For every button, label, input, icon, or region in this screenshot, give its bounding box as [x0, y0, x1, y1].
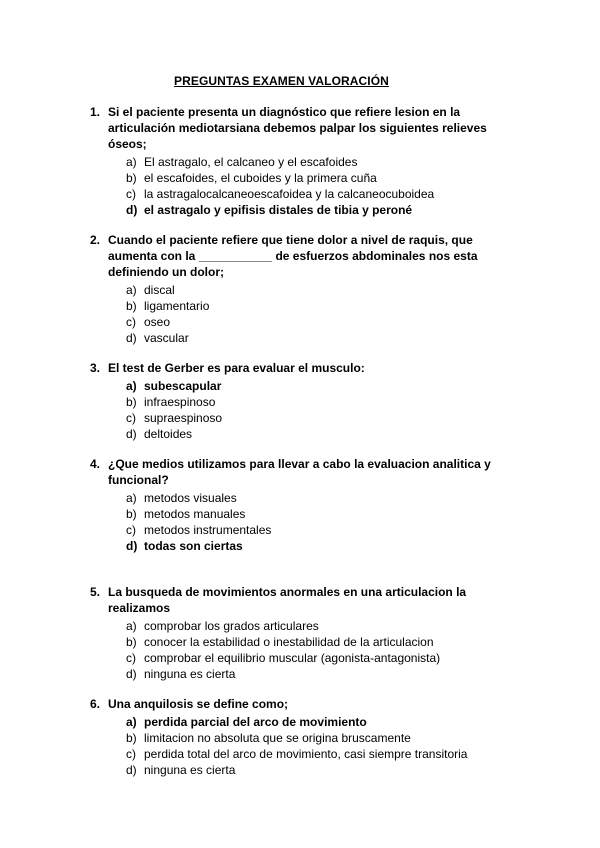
- option-text: limitacion no absoluta que se origina bruscamente: [144, 731, 411, 745]
- question-number: 2.: [90, 233, 101, 247]
- option-text: metodos manuales: [144, 507, 246, 521]
- option-list: [90, 282, 520, 346]
- option-b: [90, 634, 520, 650]
- option-letter: b): [126, 731, 137, 745]
- option-text: ninguna es cierta: [144, 763, 236, 777]
- option-text: ninguna es cierta: [144, 667, 236, 681]
- option-text: oseo: [144, 315, 171, 329]
- option-text: subescapular: [144, 379, 222, 393]
- option-b: [90, 170, 520, 186]
- option-c: [90, 314, 520, 330]
- option-letter: c): [126, 315, 136, 329]
- option-letter: c): [126, 523, 136, 537]
- question-stem: [90, 104, 520, 152]
- option-a: [90, 154, 520, 170]
- question-4: [90, 456, 520, 554]
- option-a-correct: [90, 378, 520, 394]
- option-a-correct: [90, 714, 520, 730]
- option-letter: d): [126, 331, 137, 345]
- option-b: [90, 730, 520, 746]
- question-2: [90, 232, 520, 346]
- option-text: infraespinoso: [144, 395, 216, 409]
- option-b: [90, 506, 520, 522]
- option-letter: b): [126, 395, 137, 409]
- option-letter: a): [126, 379, 137, 393]
- option-text: discal: [144, 283, 175, 297]
- option-text: supraespinoso: [144, 411, 223, 425]
- option-text: perdida parcial del arco de movimiento: [144, 715, 367, 729]
- option-letter: d): [126, 539, 138, 553]
- option-letter: c): [126, 411, 136, 425]
- option-text: el escafoides, el cuboides y la primera cuña: [144, 171, 377, 185]
- question-stem: [90, 456, 520, 488]
- option-c: [90, 186, 520, 202]
- option-letter: a): [126, 155, 137, 169]
- question-text: ¿Que medios utilizamos para llevar a cabo la evaluacion analitica y funcional?: [108, 457, 491, 487]
- option-text: vascular: [144, 331, 189, 345]
- question-number: 1.: [90, 105, 101, 119]
- option-a: [90, 618, 520, 634]
- option-list: [90, 618, 520, 682]
- option-letter: c): [126, 651, 136, 665]
- option-d: [90, 330, 520, 346]
- question-text: Una anquilosis se define como;: [108, 697, 289, 711]
- option-d: [90, 762, 520, 778]
- option-list: [90, 154, 520, 218]
- option-text: metodos instrumentales: [144, 523, 272, 537]
- option-list: [90, 714, 520, 778]
- question-stem: [90, 232, 520, 280]
- option-d-correct: [90, 538, 520, 554]
- question-text: La busqueda de movimientos anormales en una articulacion la realizamos: [108, 585, 467, 615]
- question-stem: [90, 584, 520, 616]
- option-text: comprobar los grados articulares: [144, 619, 319, 633]
- option-letter: b): [126, 171, 137, 185]
- question-number: 6.: [90, 697, 101, 711]
- question-number: 3.: [90, 361, 101, 375]
- option-text: todas son ciertas: [144, 539, 243, 553]
- option-list: [90, 378, 520, 442]
- option-letter: d): [126, 203, 138, 217]
- option-d-correct: [90, 202, 520, 218]
- question-stem: [90, 360, 520, 376]
- option-b: [90, 298, 520, 314]
- question-text: El test de Gerber es para evaluar el musculo:: [108, 361, 365, 375]
- option-c: [90, 410, 520, 426]
- option-letter: b): [126, 507, 137, 521]
- option-letter: b): [126, 635, 137, 649]
- question-3: [90, 360, 520, 442]
- question-number: 5.: [90, 585, 101, 599]
- option-text: el astragalo y epifisis distales de tibia y peroné: [144, 203, 413, 217]
- option-list: [90, 490, 520, 554]
- page-title: PREGUNTAS EXAMEN VALORACIÓN: [174, 74, 389, 88]
- question-1: [90, 104, 520, 218]
- option-letter: a): [126, 283, 137, 297]
- option-letter: a): [126, 715, 137, 729]
- option-text: ligamentario: [144, 299, 210, 313]
- option-letter: d): [126, 763, 137, 777]
- option-c: [90, 522, 520, 538]
- option-d: [90, 426, 520, 442]
- option-a: [90, 282, 520, 298]
- option-a: [90, 490, 520, 506]
- option-c: [90, 650, 520, 666]
- question-5: [90, 584, 520, 682]
- option-text: deltoides: [144, 427, 193, 441]
- question-text: Cuando el paciente refiere que tiene dolor a nivel de raquis, que aumenta con la ___________ de esfuerzos abdominales nos esta definiendo un dolor;: [108, 233, 478, 279]
- option-c: [90, 746, 520, 762]
- option-d: [90, 666, 520, 682]
- option-text: El astragalo, el calcaneo y el escafoides: [144, 155, 358, 169]
- option-letter: b): [126, 299, 137, 313]
- option-text: metodos visuales: [144, 491, 237, 505]
- question-6: [90, 696, 520, 778]
- option-b: [90, 394, 520, 410]
- option-text: comprobar el equilibrio muscular (agonista-antagonista): [144, 651, 441, 665]
- option-letter: d): [126, 667, 137, 681]
- question-text: Si el paciente presenta un diagnóstico que refiere lesion en la articulación mediotarsiana debemos palpar los siguientes relieves óseos;: [108, 105, 487, 151]
- option-text: conocer la estabilidad o inestabilidad de la articulacion: [144, 635, 434, 649]
- option-letter: a): [126, 619, 137, 633]
- question-number: 4.: [90, 457, 101, 471]
- option-text: perdida total del arco de movimiento, casi siempre transitoria: [144, 747, 468, 761]
- option-letter: d): [126, 427, 137, 441]
- option-letter: c): [126, 747, 136, 761]
- option-letter: a): [126, 491, 137, 505]
- option-letter: c): [126, 187, 136, 201]
- question-stem: [90, 696, 520, 712]
- option-text: la astragalocalcaneoescafoidea y la calcaneocuboidea: [144, 187, 435, 201]
